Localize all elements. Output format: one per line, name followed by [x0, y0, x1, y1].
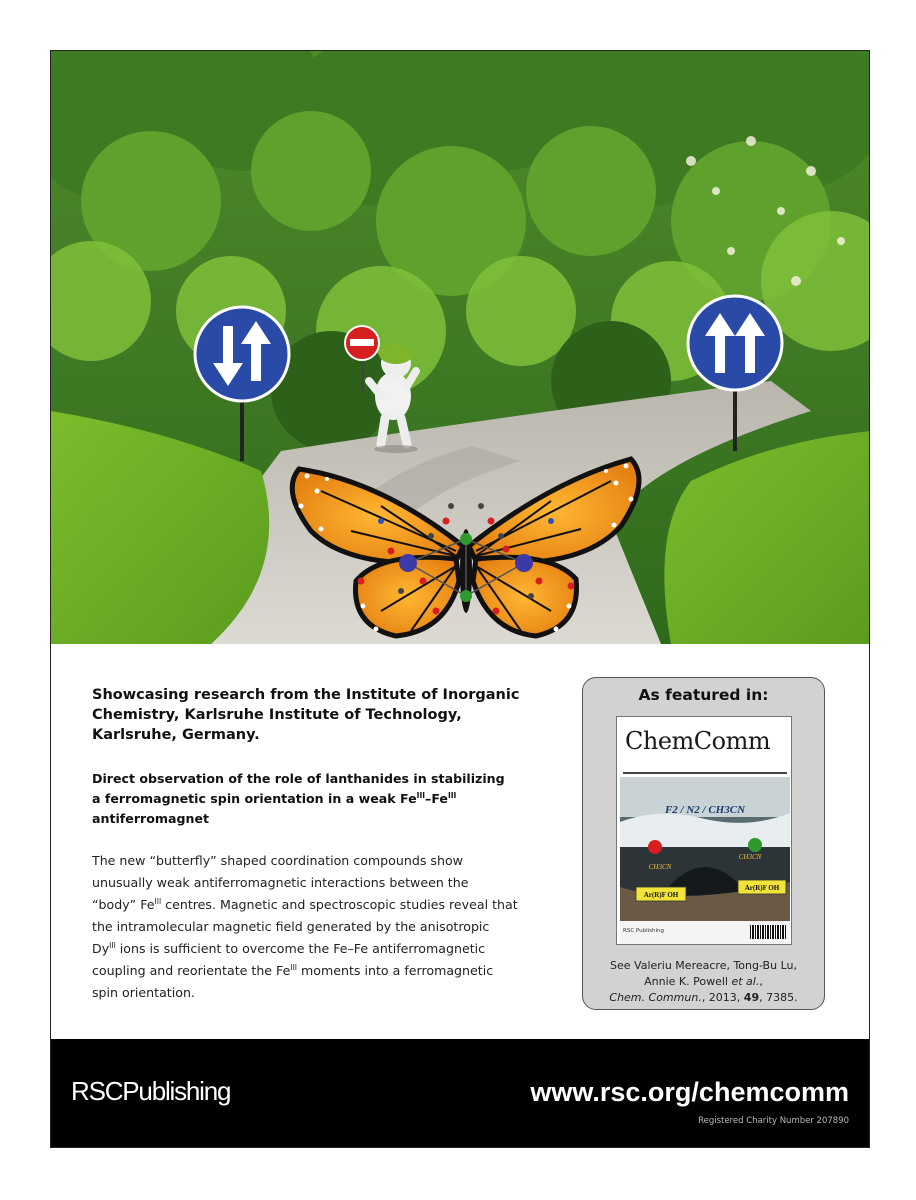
- footer-bar: [51, 1039, 870, 1148]
- as-featured-in-box: [582, 677, 825, 1010]
- cover-footer: [620, 921, 790, 944]
- article-abstract: The new “butterfly” shaped coordination compounds show unusually weak antiferromagnetic interactions between the “body” $Fe^{III}$ centres. Magnetic and spectroscopic studies reveal that the intramolecular magnetic field generated by the anisotropic $Dy^{III}$ ions is sufficient to overcome the Fe–Fe antiferromagnetic coupling and reorientate the $Fe^{III}$ moments into a ferromagnetic spin orientation.: [92, 853, 518, 1000]
- journal-url-link[interactable]: www.rsc.org/chemcomm: [530, 1077, 849, 1107]
- cover-box-left: Ar(R)F OH: [643, 891, 679, 899]
- journal-cover-thumbnail[interactable]: [616, 716, 792, 945]
- citation: See Valeriu Mereacre, Tong-Bu Lu, Annie K. Powell et al., Chem. Commun., 2013, 49, 7385.: [609, 959, 798, 1004]
- cover-formula-right: CH3CN: [738, 853, 762, 861]
- barcode-icon: [750, 925, 786, 939]
- poster: [50, 50, 870, 1148]
- cover-rule: [623, 772, 787, 774]
- article-title: Direct observation of the role of lanthanides in stabilizing a ferromagnetic spin orientation in a weak $Fe^{III}-Fe^{III}$ antiferromagnet: [92, 771, 505, 826]
- cover-artwork: [620, 777, 790, 921]
- cover-illustration: [51, 51, 870, 644]
- charity-number: Registered Charity Number 207890: [698, 1116, 849, 1126]
- no-entry-sign-icon: [345, 326, 379, 360]
- featured-heading: As featured in:: [638, 686, 769, 704]
- cover-formula-top: F2 / N2 / CH3CN: [664, 804, 746, 816]
- article-summary: [92, 685, 532, 1004]
- cover-brand: RSC Publishing: [623, 928, 665, 934]
- cover-box-right: Ar(R)F OH: [744, 884, 780, 892]
- showcase-heading: Showcasing research from the Institute of Inorganic Chemistry, Karlsruhe Institute of Technology, Karlsruhe, Germany.: [92, 687, 520, 743]
- cover-formula-left: CH3CN: [648, 863, 672, 871]
- journal-name: ChemComm: [625, 727, 771, 755]
- publisher-logo: RSCPublishing: [71, 1076, 231, 1106]
